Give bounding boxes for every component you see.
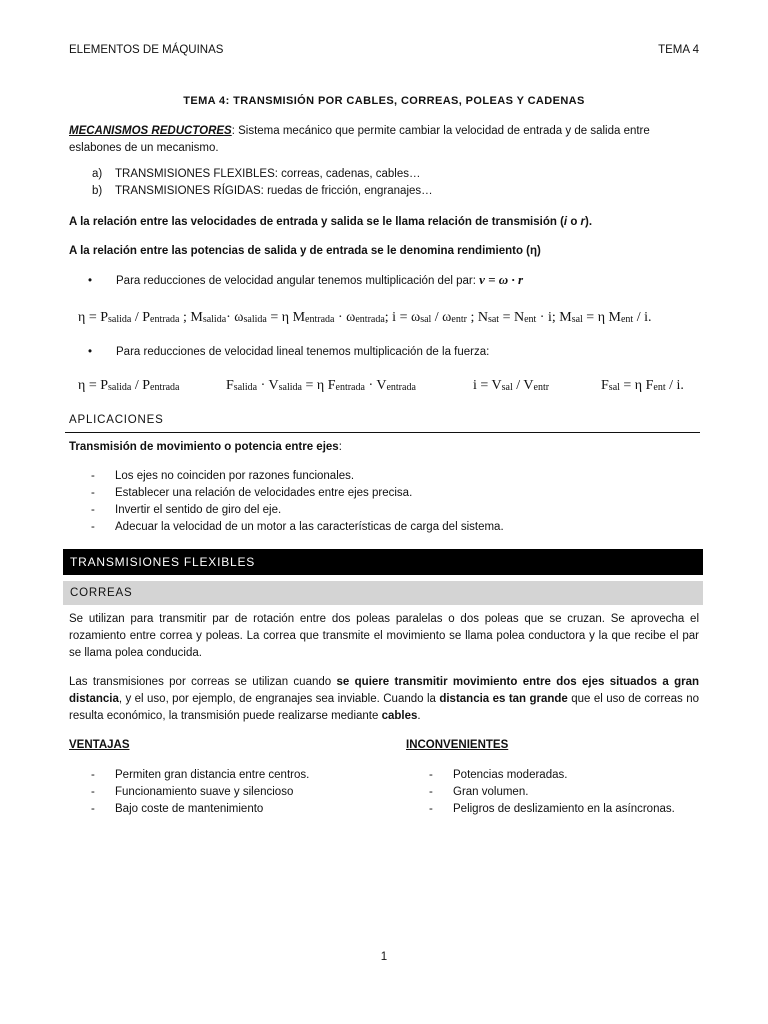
page-number: 1: [380, 951, 388, 963]
list-item-text: Bajo coste de mantenimiento: [115, 803, 264, 815]
list-item: [91, 767, 309, 784]
list-item: [92, 166, 433, 183]
inconvenientes-list: [429, 767, 675, 818]
bullet-text: Para reducciones de velocidad angular tenemos multiplicación del par:: [116, 275, 480, 287]
formula-term: = η F: [619, 378, 654, 393]
formula-term: / i.: [633, 310, 652, 325]
list-marker: b): [92, 185, 103, 197]
formula-subscript: entrada: [150, 314, 180, 325]
section-transmisiones-flexibles: TRANSMISIONES FLEXIBLES: [63, 549, 703, 575]
list-marker: -: [91, 470, 95, 482]
formula-subscript: ent: [653, 382, 666, 393]
formula-term: = η F: [301, 378, 336, 393]
list-marker: -: [429, 769, 433, 781]
list-item-text: Establecer una relación de velocidades entre ejes precisa.: [115, 487, 413, 499]
formula-subscript: entr: [451, 314, 467, 325]
inconvenientes-heading: INCONVENIENTES: [406, 739, 509, 751]
ventajas-heading: VENTAJAS: [69, 739, 130, 751]
formula-term: ; i = ω: [384, 310, 421, 325]
formula-subscript: ent: [524, 314, 537, 325]
list-marker: a): [92, 168, 103, 180]
formula-term: = η M: [266, 310, 306, 325]
formula-term: ; M: [179, 310, 203, 325]
formula-subscript: salida: [243, 314, 267, 325]
text-span: se quiere transmitir movimiento entre dos ejes situados a gran distancia: [69, 676, 700, 705]
formula-subscript: salida: [108, 314, 132, 325]
transmission-ratio-definition: [69, 214, 699, 231]
text-span: :: [338, 441, 342, 453]
running-header-right: TEMA 4: [658, 44, 699, 56]
list-item-text: Adecuar la velocidad de un motor a las características de carga del sistema.: [115, 521, 504, 533]
formula-term: · V: [364, 378, 387, 393]
formula-ratio: [473, 378, 549, 394]
formula-subscript: salida: [108, 382, 132, 393]
list-marker: -: [91, 786, 95, 798]
list-item: [91, 485, 504, 502]
list-marker: -: [429, 786, 433, 798]
bullet-marker: •: [88, 275, 93, 287]
formula-subscript: salida: [233, 382, 258, 393]
text-span: .: [417, 710, 421, 722]
formula-angular: [78, 310, 651, 326]
text-span: Transmisión de movimiento o potencia entre ejes: [69, 441, 339, 453]
list-item-text: Peligros de deslizamiento en la asíncronas.: [453, 803, 675, 815]
formula-subscript: entrada: [305, 314, 335, 325]
formula-subscript: entrada: [355, 314, 385, 325]
text-span: cables: [381, 710, 418, 722]
list-item-text: Invertir el sentido de giro del eje.: [115, 504, 282, 516]
formula-subscript: salida: [202, 314, 227, 325]
text-span: Las transmisiones por correas se utilizan cuando: [69, 676, 337, 688]
list-item: [429, 784, 675, 801]
formula-subscript: ent: [620, 314, 634, 325]
text-span: ).: [585, 216, 593, 228]
formula-term: / P: [131, 310, 151, 325]
intro-term: MECANISMOS REDUCTORES: [69, 125, 232, 137]
formula-subscript: entrada: [335, 382, 365, 393]
ventajas-list: [91, 767, 309, 818]
list-marker: -: [91, 504, 95, 516]
list-item: [429, 767, 675, 784]
bullet-linear: [88, 346, 489, 358]
bullet-angular: [88, 272, 523, 288]
list-item-text: Potencias moderadas.: [453, 769, 568, 781]
correas-paragraph-1: Se utilizan para transmitir par de rotación entre dos poleas paralelas o dos poleas que se cruzan. Se aprovecha el rozamiento entre correa y poleas. La correa que transmite el movimiento se llama polea conductora y la que recibe el par se llama polea conducida.: [69, 613, 699, 659]
list-marker: -: [429, 803, 433, 815]
formula-term: = η M: [582, 310, 621, 325]
list-marker: -: [91, 521, 95, 533]
running-header-left: ELEMENTOS DE MÁQUINAS: [69, 44, 224, 56]
formula-term: · ω: [226, 310, 244, 325]
symbol-r: r: [580, 216, 586, 228]
aplicaciones-list: [91, 468, 504, 536]
list-item-text: TRANSMISIONES RÍGIDAS: ruedas de fricción, engranajes…: [115, 185, 433, 197]
formula-term: F: [226, 378, 234, 393]
list-item: [91, 502, 504, 519]
bullet-formula: v = ω · r: [479, 272, 523, 287]
formula-term: i = V: [473, 378, 502, 393]
list-item-text: Los ejes no coinciden por razones funcionales.: [115, 470, 355, 482]
formula-term: = N: [499, 310, 525, 325]
formula-efficiency: [78, 378, 179, 394]
list-item: [91, 801, 309, 818]
formula-subscript: sal: [420, 314, 432, 325]
text-span: , y el uso, por ejemplo, de engranajes sea inviable. Cuando la: [118, 693, 440, 705]
section-correas: CORREAS: [63, 581, 703, 605]
symbol-i: i: [563, 216, 568, 228]
formula-term: η = P: [78, 378, 109, 393]
list-item: [91, 468, 504, 485]
intro-paragraph: [69, 123, 699, 157]
formula-term: / V: [512, 378, 534, 393]
formula-subscript: sal: [571, 314, 583, 325]
list-item: [92, 183, 433, 200]
formula-subscript: sal: [501, 382, 513, 393]
text-span: que el uso de correas no resulta económico, la transmisión puede realizarse mediante: [69, 693, 699, 722]
list-item-text: Gran volumen.: [453, 786, 529, 798]
formula-term: ; N: [466, 310, 488, 325]
document-title: TEMA 4: TRANSMISIÓN POR CABLES, CORREAS, POLEAS Y CADENAS: [183, 95, 585, 107]
list-item-text: Permiten gran distancia entre centros.: [115, 769, 310, 781]
list-marker: -: [91, 803, 95, 815]
formula-force-out: [601, 378, 684, 394]
efficiency-definition: A la relación entre las potencias de salida y de entrada se le denomina rendimiento (η): [69, 245, 541, 257]
formula-term: · i; M: [536, 310, 572, 325]
correas-paragraph-2: [69, 674, 699, 725]
formula-subscript: entrada: [150, 382, 180, 393]
formula-term: · ω: [334, 310, 356, 325]
text-span: o: [567, 216, 581, 228]
list-item: [91, 784, 309, 801]
formula-subscript: sal: [608, 382, 620, 393]
formula-term: F: [601, 378, 609, 393]
bullet-marker: •: [88, 346, 93, 358]
formula-subscript: entr: [533, 382, 550, 393]
formula-term: / P: [131, 378, 151, 393]
formula-term: η = P: [78, 310, 109, 325]
list-item: [91, 519, 504, 536]
intro-text: : Sistema mecánico que permite cambiar la velocidad de entrada y de salida entre eslabones de un mecanismo.: [69, 125, 650, 154]
formula-term: · V: [257, 378, 279, 393]
bullet-text: Para reducciones de velocidad lineal tenemos multiplicación de la fuerza:: [116, 346, 490, 358]
formula-term: / ω: [431, 310, 452, 325]
list-marker: -: [91, 487, 95, 499]
list-item-text: TRANSMISIONES FLEXIBLES: correas, cadenas, cables…: [115, 168, 421, 180]
formula-subscript: sat: [487, 314, 500, 325]
aplicaciones-subheading: [69, 439, 699, 456]
text-span: distancia es tan grande: [439, 693, 568, 705]
formula-subscript: salida: [278, 382, 302, 393]
transmission-types-list: [92, 166, 433, 200]
formula-subscript: entrada: [386, 382, 416, 393]
divider: [65, 432, 700, 433]
formula-force-velocity: [226, 378, 416, 394]
list-item-text: Funcionamiento suave y silencioso: [115, 786, 294, 798]
list-marker: -: [91, 769, 95, 781]
list-item: [429, 801, 675, 818]
text-span: A la relación entre las velocidades de entrada y salida se le llama relación de transmisión (: [69, 216, 564, 228]
aplicaciones-heading: APLICACIONES: [69, 414, 164, 426]
formula-term: / i.: [665, 378, 684, 393]
